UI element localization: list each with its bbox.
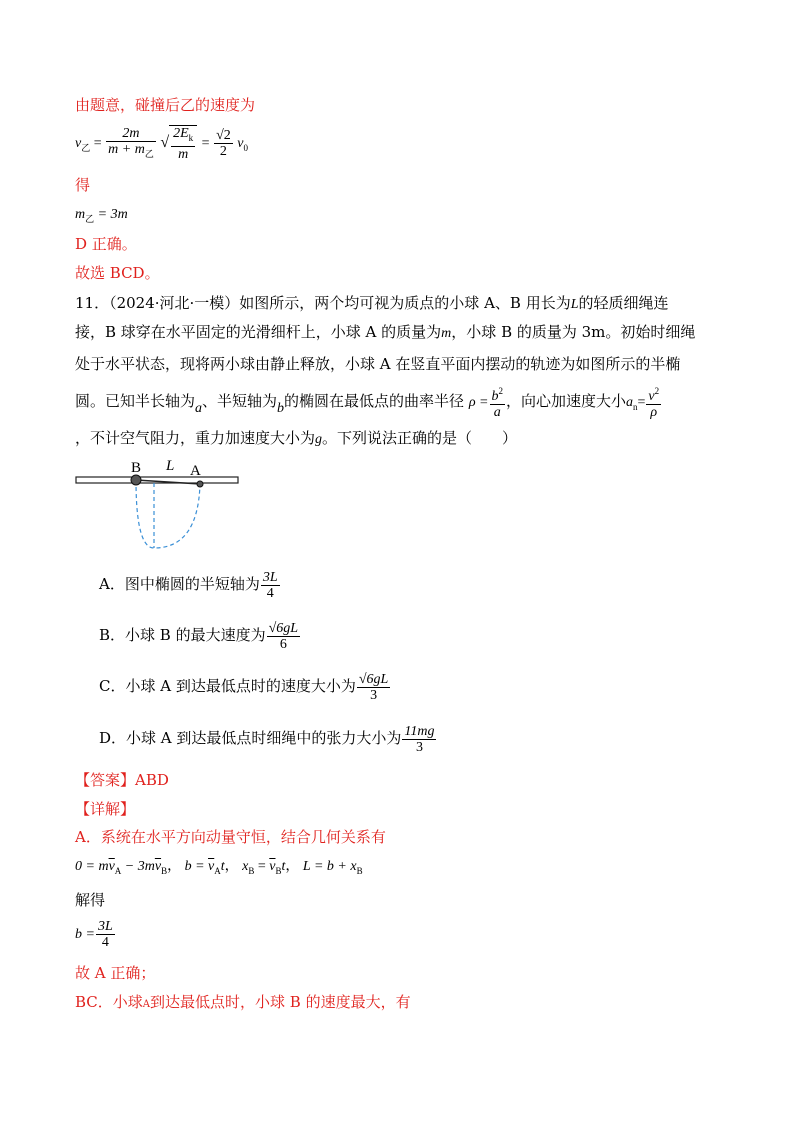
label-b: B bbox=[131, 460, 142, 476]
detail-bc-line: BC．小球A到达最低点时，小球 B 的速度最大，有 bbox=[75, 993, 411, 1011]
answer-line: 【答案】ABD bbox=[75, 771, 169, 789]
question-line-1: 11．（2024·河北·一模）如图所示，两个均可视为质点的小球 A、B 用长为L的轻质细绳连 bbox=[75, 294, 669, 312]
option-b[interactable]: B．小球 B 的最大速度为 $\frac{√6gL}{6}$ bbox=[99, 620, 299, 652]
question-line-3: 处于水平状态，现将两小球由静止释放，小球 A 在竖直平面内摆动的轨迹为如图所示的半椭 bbox=[75, 355, 681, 373]
solve-label: 解得 bbox=[75, 891, 106, 909]
ellipse-trajectory bbox=[136, 480, 200, 548]
d-correct: D 正确。 bbox=[75, 235, 137, 253]
result-b: b = $\frac{3L}{4}$ bbox=[75, 919, 113, 951]
equation-m-yi: $m_乙 = 3m$ bbox=[75, 207, 128, 224]
ball-b bbox=[131, 475, 141, 485]
question-line-4: 圆。已知半长轴为a、半短轴为b的椭圆在最低点的曲率半径 ρ = $\frac{b^2}{a}$ ，向心加速度大小$a_n=$ $\frac{v^2}{\rho}$ bbox=[75, 386, 660, 420]
choose-line: 故选 BCD。 bbox=[75, 264, 160, 282]
option-c[interactable]: C．小球 A 到达最低点时的速度大小为 $\frac{√6gL}{3}$ bbox=[99, 671, 389, 703]
a-correct: 故 A 正确； bbox=[75, 964, 156, 982]
de-label: 得 bbox=[75, 176, 91, 194]
detail-a-line: A．系统在水平方向动量守恒，结合几何关系有 bbox=[75, 828, 386, 846]
label-a: A bbox=[190, 463, 201, 479]
question-line-2: 接，B 球穿在水平固定的光滑细杆上，小球 A 的质量为m，小球 B 的质量为 3m。初始时细绳 bbox=[75, 323, 696, 341]
detail-label: 【详解】 bbox=[75, 800, 136, 818]
solution-line: 由题意，碰撞后乙的速度为 bbox=[75, 96, 256, 114]
ellipse-figure bbox=[70, 455, 250, 555]
rod bbox=[76, 477, 238, 483]
option-a[interactable]: A．图中椭圆的半短轴为 $\frac{3L}{4}$ bbox=[99, 569, 278, 601]
question-line-5: ，不计空气阻力，重力加速度大小为g。下列说法正确的是（ ） bbox=[75, 429, 518, 447]
equation-v-yi: $v_乙$ = $\frac{2m}{m + m_乙}$ √ $\frac{2E_k}{m}$ = $\frac{√2}{2}$ $v_0$ bbox=[75, 125, 248, 163]
momentum-equations: $0 = m\overline{v}_A - 3m\overline{v}_B$， $b = \overline{v}_At$， $x_B = \overline{v}_Bt$， $L = b + x_B$ bbox=[75, 859, 363, 876]
label-l: L bbox=[166, 458, 175, 474]
ball-a bbox=[197, 481, 203, 487]
option-d[interactable]: D．小球 A 到达最低点时细绳中的张力大小为 $\frac{11mg}{3}$ bbox=[99, 723, 435, 755]
